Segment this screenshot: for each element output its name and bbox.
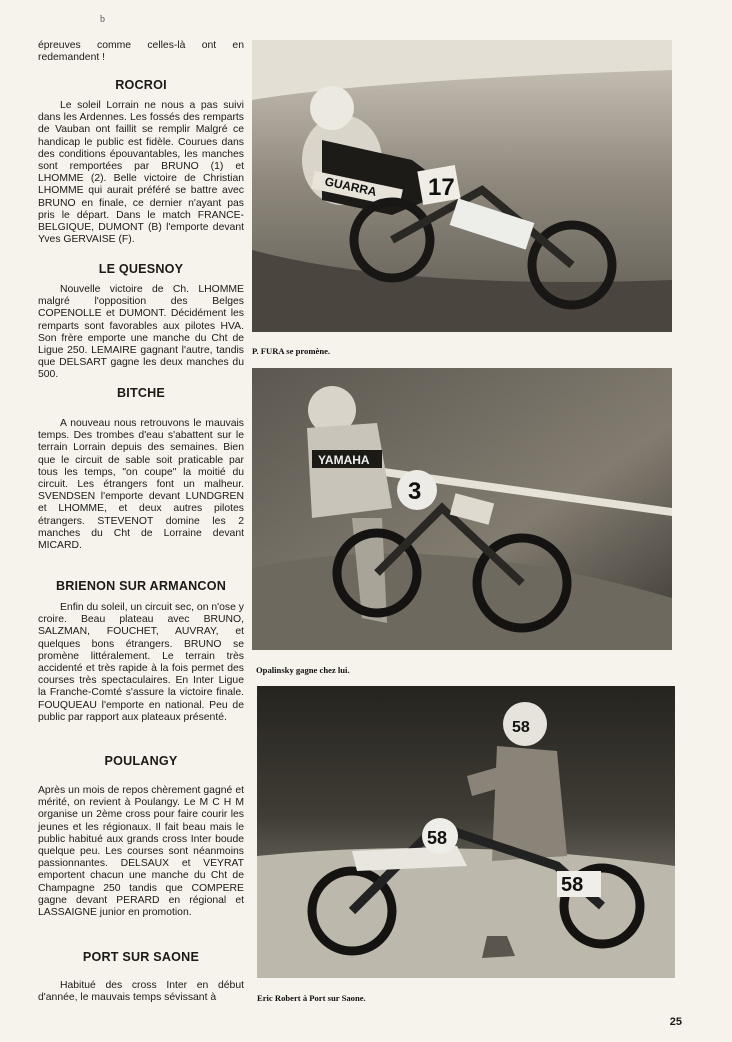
sponsor-lettering: YAMAHA <box>318 453 370 467</box>
motocross-photo-1 <box>252 40 672 332</box>
section-bitche <box>38 386 244 552</box>
race-number: 3 <box>408 478 422 505</box>
motocross-photo-3 <box>257 686 675 978</box>
sponsor-lettering: GUARRA <box>323 174 378 199</box>
motocross-photo-2 <box>252 368 672 650</box>
race-number: 58 <box>427 828 448 848</box>
intro-text: épreuves comme celles-là ont en redemandent ! <box>38 40 244 64</box>
section-title: BRIENON SUR ARMANCON <box>55 579 227 593</box>
photo-eric-robert <box>257 686 675 978</box>
section-title: POULANGY <box>104 754 178 768</box>
helmet-number: 58 <box>512 719 530 736</box>
intro-block <box>38 40 244 64</box>
section-body: A nouveau nous retrouvons le mauvais temps. Des trombes d'eau s'abattent sur le terrain Lorrain depuis des semaines. Bien que le circuit de sable soit praticable par tous les temps, "on coupe" la moitié du circuit. Les étrangers font un malheur. SVENDSEN l'emporte devant LUNDGREN et LHOMME, et deux autres pilotes étrangers. STEVENOT domine les 2 manches du Cht de Lorraine devant MICARD. <box>38 418 244 552</box>
photo-fura <box>252 40 672 332</box>
photo-caption: Opalinsky gagne chez lui. <box>256 665 350 675</box>
margin-mark: b <box>100 14 105 25</box>
section-title: PORT SUR SAONE <box>82 950 200 964</box>
section-body: Habitué des cross Inter en début d'année, le mauvais temps sévissant à <box>38 980 244 1004</box>
section-body: Le soleil Lorrain ne nous a pas suivi dans les Ardennes. Les fossés des remparts de Vauban ont faillit se remplir Malgré ce handicap le public est fidèle. Courues dans des conditions épouvantables, les manches sont remportées par BRUNO (1) et LHOMME (2). Belle victoire de Christian LHOMME qui aurait préféré se battre avec BRUNO en finale, ce dernier n'ayant pas pris le départ. Dans le match FRANCE-BELGIQUE, DUMONT (B) l'emporte devant Yves GERVAISE (F). <box>38 100 244 246</box>
section-port-sur-saone <box>38 950 244 1004</box>
section-brienon <box>38 579 244 724</box>
photo-opalinsky <box>252 368 672 650</box>
section-rocroi <box>38 78 244 246</box>
section-poulangy <box>38 754 244 919</box>
page-number: 25 <box>669 1016 682 1028</box>
section-body: Enfin du soleil, un circuit sec, on n'ose y croire. Beau plateau avec BRUNO, SALZMAN, FOUCHET, AUVRAY, et quelques bons étrangers. BRUNO se promène littéralement. Le terrain très accidenté et très rapide à la fois permet des courses très spectaculaires. En Inter Ligue la Franche-Comté s'assure la victoire finale. FOUQUEAU l'emporte en national. Peu de public par rapport aux plateaux présenté. <box>38 602 244 723</box>
section-body: Après un mois de repos chèrement gagné et mérité, on revient à Poulangy. Le M C H M organise un 2ème cross pour faire courir les jeunes et les régionaux. Il fait beau mais le public habitué aux grands cross Inter boude quelque peu. Les courses sont néanmoins passionnantes. DELSAUX et VEYRAT emportent chacun une manche du Cht de Champagne 250 tandis que COMPERE gagne devant PERARD en régional et LASSAIGNE junior en promotion. <box>38 785 244 919</box>
section-title: LE QUESNOY <box>98 262 184 276</box>
photo-caption: P. FURA se promène. <box>252 346 331 356</box>
photo-caption: Eric Robert à Port sur Saone. <box>257 993 366 1003</box>
race-number: 17 <box>428 174 455 201</box>
section-title: BITCHE <box>116 386 166 400</box>
section-body: Nouvelle victoire de Ch. LHOMME malgré l'opposition des Belges COPENOLLE et DUMONT. Décidément les remparts sont favorables aux pilotes HVA. Son frère emporte une manche du Cht de Ligue 250. LEMAIRE gagnant l'autre, tandis que DELSART gagne les deux manches du 500. <box>38 284 244 381</box>
section-le-quesnoy <box>38 262 244 382</box>
side-number: 58 <box>561 874 584 896</box>
section-title: ROCROI <box>115 78 167 92</box>
